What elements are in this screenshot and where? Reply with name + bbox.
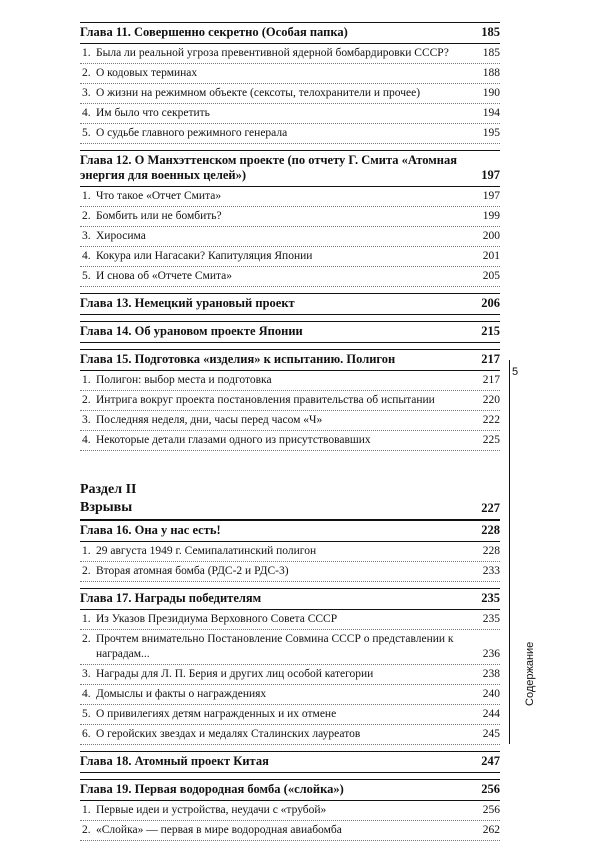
entry-list	[80, 371, 500, 451]
entry-number: 2.	[82, 394, 91, 406]
entry-title: Хиросима	[96, 230, 146, 242]
entry-list	[80, 187, 500, 287]
entry-page: 185	[482, 47, 500, 59]
toc-entry[interactable]	[80, 542, 500, 562]
group-spacer	[80, 841, 500, 847]
chapter-row[interactable]	[80, 751, 500, 773]
entry-title: Последняя неделя, дни, часы перед часом «Ч»	[96, 414, 323, 426]
chapter-page: 228	[481, 523, 500, 537]
entry-title: Прочтем внимательно Постановление Совмина СССР о представлении к наградам...	[96, 633, 454, 660]
chapter-title: Глава 17. Награды победителям	[80, 591, 262, 605]
toc-entry[interactable]	[80, 207, 500, 227]
entry-page: 244	[482, 708, 500, 720]
entry-number: 1.	[82, 374, 91, 386]
group-spacer	[80, 451, 500, 457]
entry-number: 2.	[82, 210, 91, 222]
entry-title: И снова об «Отчете Смита»	[96, 270, 233, 282]
toc-entry[interactable]	[80, 685, 500, 705]
entry-page: 188	[482, 67, 500, 79]
entry-title: Первые идеи и устройства, неудачи с «трубой»	[96, 804, 327, 816]
chapter-row[interactable]	[80, 22, 500, 44]
chapter-title: Глава 13. Немецкий урановый проект	[80, 296, 295, 310]
chapter-page: 217	[481, 352, 500, 366]
entry-title: Из Указов Президиума Верховного Совета СССР	[96, 613, 338, 625]
entry-title: 29 августа 1949 г. Семипалатинский полигон	[96, 545, 317, 557]
chapter-title: Глава 12. О Манхэттенском проекте (по отчету Г. Смита «Атомная энергия для военных целей»)	[80, 153, 457, 182]
entry-page: 262	[482, 824, 500, 836]
toc-entry[interactable]	[80, 187, 500, 207]
chapter-row[interactable]	[80, 779, 500, 801]
entry-page: 200	[482, 230, 500, 242]
entry-page: 220	[482, 394, 500, 406]
entry-list	[80, 610, 500, 745]
entry-page: 235	[482, 613, 500, 625]
entry-page: 228	[482, 545, 500, 557]
toc-entry[interactable]	[80, 801, 500, 821]
section-title-row[interactable]	[80, 499, 500, 520]
entry-page: 201	[482, 250, 500, 262]
toc-entry[interactable]	[80, 84, 500, 104]
entry-title: Домыслы и факты о награждениях	[96, 688, 267, 700]
chapter-page: 215	[481, 324, 500, 338]
entry-page: 197	[482, 190, 500, 202]
entry-number: 4.	[82, 107, 91, 119]
toc-entry[interactable]	[80, 247, 500, 267]
entry-number: 3.	[82, 668, 91, 680]
entry-title: Что такое «Отчет Смита»	[96, 190, 222, 202]
chapter-title: Глава 19. Первая водородная бомба («слойка»)	[80, 782, 344, 796]
entry-page: 222	[482, 414, 500, 426]
toc-entry[interactable]	[80, 630, 500, 665]
entry-number: 6.	[82, 728, 91, 740]
entry-number: 1.	[82, 613, 91, 625]
toc-entry[interactable]	[80, 431, 500, 451]
chapter-title: Глава 18. Атомный проект Китая	[80, 754, 269, 768]
entry-title: Им было что секретить	[96, 107, 210, 119]
entry-page: 199	[482, 210, 500, 222]
margin-rule	[509, 360, 510, 744]
entry-title: Кокура или Нагасаки? Капитуляция Японии	[96, 250, 313, 262]
toc-entry[interactable]	[80, 227, 500, 247]
entry-list	[80, 44, 500, 144]
toc-entry[interactable]	[80, 705, 500, 725]
chapter-page: 206	[481, 296, 500, 310]
chapter-row[interactable]	[80, 150, 500, 187]
entry-title: Вторая атомная бомба (РДС-2 и РДС-3)	[96, 565, 289, 577]
entry-page: 236	[482, 648, 500, 660]
toc-entry[interactable]	[80, 411, 500, 431]
chapter-title: Глава 16. Она у нас есть!	[80, 523, 221, 537]
entry-title: Некоторые детали глазами одного из присутствовавших	[96, 434, 371, 446]
entry-number: 3.	[82, 230, 91, 242]
toc-entry[interactable]	[80, 610, 500, 630]
entry-title: О кодовых терминах	[96, 67, 198, 79]
entry-page: 245	[482, 728, 500, 740]
toc-part-1	[80, 22, 500, 457]
entry-title: Интрига вокруг проекта постановления правительства об испытании	[96, 394, 435, 406]
chapter-page: 235	[481, 591, 500, 605]
entry-number: 1.	[82, 190, 91, 202]
entry-number: 5.	[82, 708, 91, 720]
chapter-page: 185	[481, 25, 500, 39]
entry-title: О геройских звездах и медалях Сталинских лауреатов	[96, 728, 361, 740]
entry-page: 256	[482, 804, 500, 816]
chapter-page: 197	[481, 168, 500, 182]
entry-page: 233	[482, 565, 500, 577]
entry-title: О судьбе главного режимного генерала	[96, 127, 288, 139]
toc-part-2	[80, 520, 500, 847]
entry-page: 217	[482, 374, 500, 386]
toc-entry[interactable]	[80, 64, 500, 84]
chapter-page: 247	[481, 754, 500, 768]
chapter-row[interactable]	[80, 321, 500, 343]
running-head: Содержание	[524, 641, 536, 706]
toc-entry[interactable]	[80, 371, 500, 391]
entry-number: 5.	[82, 127, 91, 139]
entry-number: 3.	[82, 414, 91, 426]
entry-number: 1.	[82, 545, 91, 557]
entry-title: О привилегиях детям награжденных и их отмене	[96, 708, 337, 720]
entry-number: 4.	[82, 434, 91, 446]
entry-number: 1.	[82, 804, 91, 816]
entry-number: 2.	[82, 565, 91, 577]
toc-entry[interactable]	[80, 124, 500, 144]
section-label: Раздел II	[80, 482, 137, 497]
toc-entry[interactable]	[80, 562, 500, 582]
toc-entry[interactable]	[80, 665, 500, 685]
entry-title: Бомбить или не бомбить?	[96, 210, 222, 222]
entry-number: 4.	[82, 688, 91, 700]
entry-number: 2.	[82, 67, 91, 79]
entry-page: 195	[482, 127, 500, 139]
entry-title: «Слойка» — первая в мире водородная авиабомба	[96, 824, 342, 836]
chapter-row[interactable]	[80, 293, 500, 315]
entry-title: Награды для Л. П. Берия и других лиц особой категории	[96, 668, 374, 680]
page-number: 5	[512, 366, 519, 378]
chapter-title: Глава 14. Об урановом проекте Японии	[80, 324, 303, 338]
entry-page: 194	[482, 107, 500, 119]
chapter-page: 256	[481, 782, 500, 796]
section-heading	[80, 481, 500, 520]
chapter-row[interactable]	[80, 588, 500, 610]
table-of-contents	[80, 22, 500, 847]
chapter-row[interactable]	[80, 349, 500, 371]
entry-page: 240	[482, 688, 500, 700]
chapter-title: Глава 11. Совершенно секретно (Особая папка)	[80, 25, 348, 39]
entry-number: 2.	[82, 633, 91, 645]
section-title: Взрывы	[80, 500, 133, 515]
section-page: 227	[481, 501, 500, 515]
toc-entry[interactable]	[80, 821, 500, 841]
chapter-title: Глава 15. Подготовка «изделия» к испытанию. Полигон	[80, 352, 396, 366]
entry-title: Была ли реальной угроза превентивной ядерной бомбардировки СССР?	[96, 47, 449, 59]
entry-number: 2.	[82, 824, 91, 836]
entry-page: 225	[482, 434, 500, 446]
chapter-row[interactable]	[80, 520, 500, 542]
entry-title: Полигон: выбор места и подготовка	[96, 374, 272, 386]
toc-entry[interactable]	[80, 391, 500, 411]
toc-entry[interactable]	[80, 267, 500, 287]
entry-number: 1.	[82, 47, 91, 59]
toc-entry[interactable]	[80, 44, 500, 64]
entry-list	[80, 542, 500, 582]
entry-number: 3.	[82, 87, 91, 99]
entry-title: О жизни на режимном объекте (сексоты, телохранители и прочее)	[96, 87, 421, 99]
entry-list	[80, 801, 500, 841]
entry-page: 238	[482, 668, 500, 680]
entry-page: 190	[482, 87, 500, 99]
entry-number: 5.	[82, 270, 91, 282]
entry-number: 4.	[82, 250, 91, 262]
toc-entry[interactable]	[80, 725, 500, 745]
toc-entry[interactable]	[80, 104, 500, 124]
entry-page: 205	[482, 270, 500, 282]
